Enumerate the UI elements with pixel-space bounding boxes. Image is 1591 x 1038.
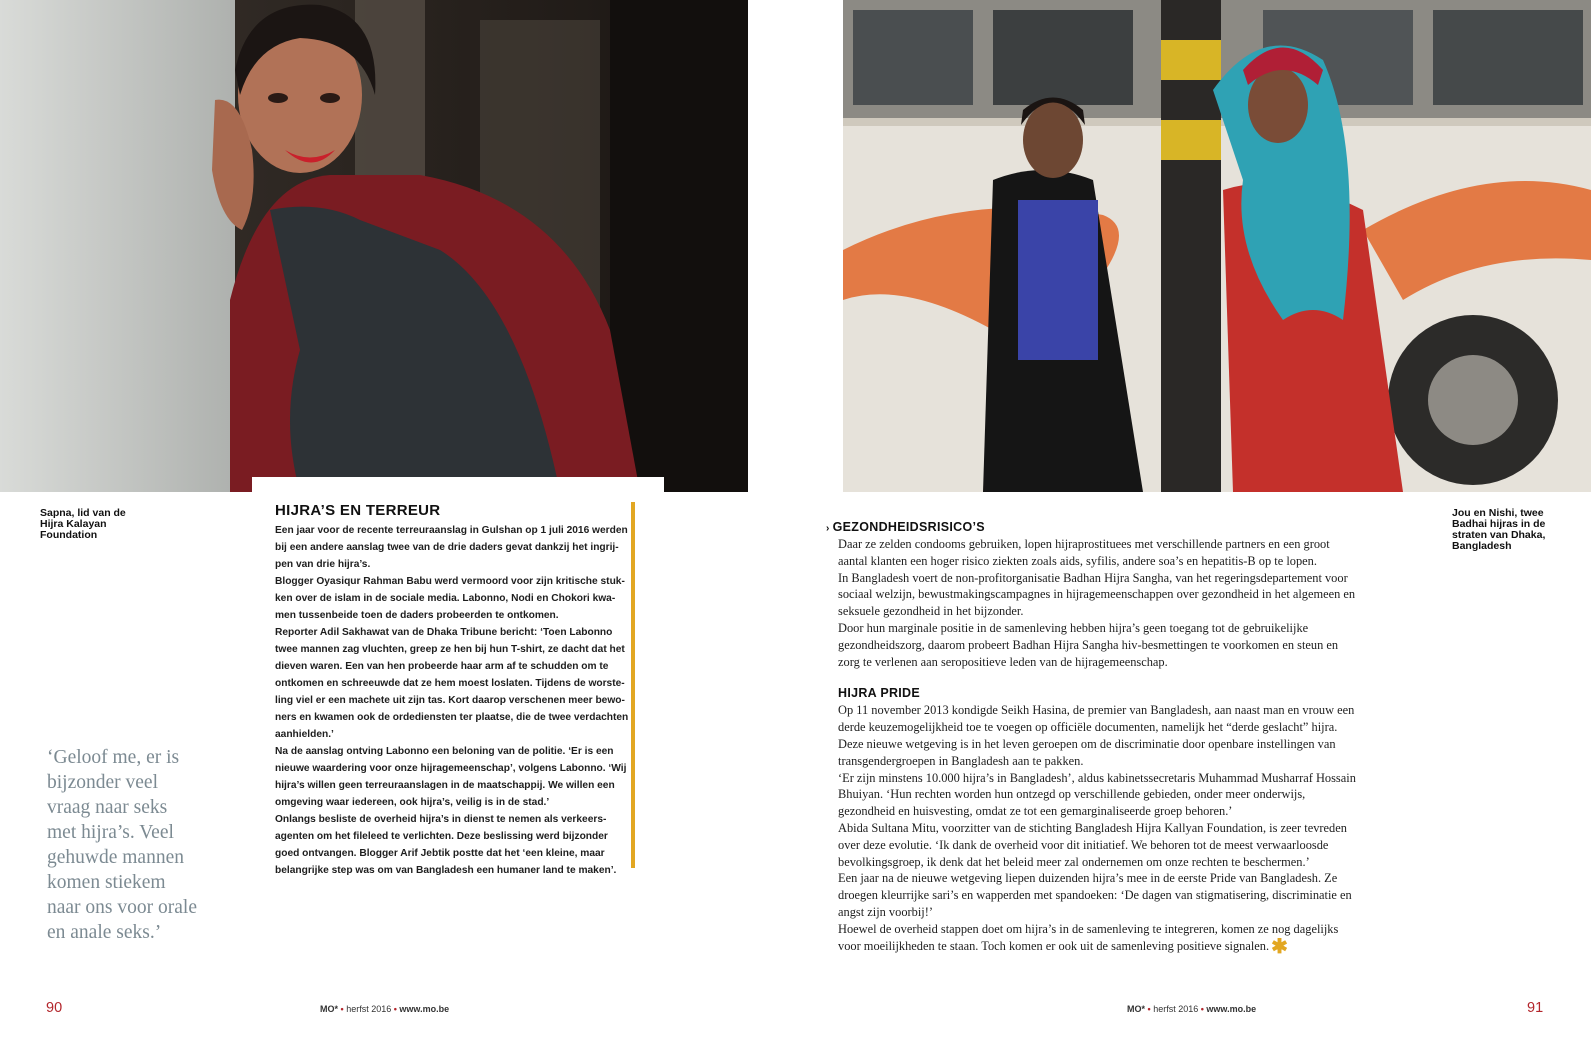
footer-separator: • [1200, 1004, 1204, 1014]
section-body-pride [838, 702, 1358, 958]
section-heading-text: GEZONDHEIDSRISICO’S [832, 520, 985, 534]
body-paragraph: Op 11 november 2013 kondigde Seikh Hasina, de premier van Bangladesh, aan naast man en vrouw een derde keuzemogelijkheid toe te voegen op officiële documenten, namelijk het “derde geslacht” hijra. Deze nieuwe wetgeving is in het leven geroepen om de discriminatie door openbare instellingen van transgendergroepen in Bangladesh aan te pakken. [838, 703, 1355, 768]
footer-left [320, 1004, 449, 1014]
street-photo [843, 0, 1591, 492]
sidebar-title: HIJRA’S EN TERREUR [275, 502, 441, 519]
end-mark-icon: ✱ [1271, 935, 1288, 958]
sidebar-tab [252, 477, 664, 492]
sidebar-box [275, 502, 635, 876]
footer-separator: • [393, 1004, 397, 1014]
body-paragraph-last [838, 921, 1358, 958]
section-bullet-icon: › [826, 523, 830, 534]
page-gutter [748, 0, 843, 1038]
page-number-left: 90 [46, 1000, 63, 1016]
sidebar-paragraph: Onlangs besliste de overheid hijra’s in dienst te nemen als verkeersagenten om het fileleed te verlichten. Deze beslissing werd bijzonder goed ontvangen. Blogger Arif Jebtik postte dat het ‘een kleine, maar belangrijke step was om van Bangladesh een humaner land te maken’. [275, 814, 617, 876]
body-paragraph: Door hun marginale positie in de samenleving hebben hijra’s geen toegang tot de gebruikelijke gezondheidszorg, daarom probeert Badhan Hijra Sangha hiv-besmettingen te voorkomen en steun en zorg te verlenen aan seropositieve leden van de hijragemeenschap. [838, 620, 1339, 669]
section-heading-health [826, 518, 1358, 536]
footer-url: www.mo.be [399, 1004, 450, 1014]
footer-season: herfst 2016 [346, 1004, 392, 1014]
sidebar-paragraph: Een jaar voor de recente terreuraanslag in Gulshan op 1 juli 2016 werden bij een andere aanslag twee van de drie daders gevat dankzij het ingrijpen van drie hijra’s. [275, 525, 628, 570]
section-body-health [838, 536, 1358, 670]
body-paragraph: Een jaar na de nieuwe wetgeving liepen duizenden hijra’s mee in de eerste Pride van Bangladesh. Ze droegen kleurrijke sari’s en wapperden met spandoeken: ‘De dagen van stigmatisering, discriminatie en angst zijn voorbij!’ [838, 871, 1352, 919]
sidebar-paragraph: Blogger Oyasiqur Rahman Babu werd vermoord voor zijn kritische stukken over de islam in de sociale media. Labonno, Nodi en Chokori kwamen tussenbeide toen de daders probeerden te ontkomen. [275, 576, 625, 621]
street-photo-drawing [843, 0, 1591, 492]
page-number-right: 91 [1527, 1000, 1544, 1016]
footer-season: herfst 2016 [1153, 1004, 1199, 1014]
portrait-photo-drawing [0, 0, 748, 492]
section-heading-pride: HIJRA PRIDE [838, 686, 921, 701]
pull-quote-text: ‘Geloof me, er is bijzonder veel vraag naar seks met hijra’s. Veel gehuwde mannen komen stiekem naar ons voor orale en anale seks.’ [47, 747, 197, 943]
footer-right [1127, 1004, 1256, 1014]
body-paragraph: Abida Sultana Mitu, voorzitter van de stichting Bangladesh Hijra Kallyan Foundation, is zeer tevreden over deze evolutie. ‘Ik dank de overheid voor dit initiatief. We behoren tot de meest verwaarloosde bevolkingsgroep, ik denk dat het beleid meer zal ondernemen om onze rechten te beschermen.’ [838, 820, 1347, 869]
sidebar-paragraph: Na de aanslag ontving Labonno een beloning van de politie. ‘Er is een nieuwe waardering voor onze hijragemeenschap’, volgens Labonno. ‘Wij hijra’s willen geen terreuraanslagen in de maatschappij. We willen een omgeving waar iedereen, ook hijra’s, veilig is in de stad.’ [275, 746, 627, 808]
footer-url: www.mo.be [1206, 1004, 1257, 1014]
sidebar-body [275, 522, 631, 879]
footer-brand: MO* [1127, 1004, 1145, 1014]
portrait-photo [0, 0, 748, 492]
body-paragraph: Daar ze zelden condooms gebruiken, lopen hijraprostituees met verschillende partners en een groot aantal klanten een hoger risico ziekten zoals aids, syfilis, andere soa’s en hepatitis-B op te lopen. [838, 537, 1330, 568]
body-paragraph: ‘Er zijn minstens 10.000 hijra’s in Bangladesh’, aldus kabinetssecretaris Muhammad Musharraf Hossain Bhuiyan. ‘Hun rechten worden hun ontzegd op verschillende gebieden, onder meer onderwijs, gezondheid en huisvesting, omdat ze tot een gemarginaliseerde groep behoren.’ [838, 770, 1356, 819]
sidebar-paragraph: Reporter Adil Sakhawat van de Dhaka Tribune bericht: ‘Toen Labonno twee mannen zag vluchten, greep ze hen bij hun T-shirt, ze dacht dat het dieven waren. Een van hen probeerde haar arm af te schudden om te ontkomen en schreeuwde dat ze hem moest loslaten. Tijdens de worsteling viel er een machete uit zijn tas. Kort daarop verschenen meer bewoners en kwamen ook de ordediensten ter plaatse, die de twee verdachten aanhielden.’ [275, 627, 629, 740]
photo-caption-right: Jou en Nishi, twee Badhai hijras in de straten van Dhaka, Bangladesh [1452, 507, 1546, 552]
footer-brand: MO* [320, 1004, 338, 1014]
photo-caption-left: Sapna, lid van de Hijra Kalayan Foundation [40, 507, 126, 541]
main-article [826, 518, 1358, 958]
footer-separator: • [340, 1004, 344, 1014]
last-paragraph-text: Hoewel de overheid stappen doet om hijra’s in de samenleving te integreren, komen ze nog dagelijks voor moeilijkheden te staan. Toch komen er ook uit de samenleving positieve signalen. [838, 921, 1339, 953]
pull-quote [47, 745, 197, 945]
footer-separator: • [1147, 1004, 1151, 1014]
body-paragraph: In Bangladesh voert de non-profitorganisatie Badhan Hijra Sangha, van het regeringsdepartement voor sociaal welzijn, bewustmakingscampagnes in hijragemeenschappen over gezondheid in het algemeen en seksuele gezondheid in het bijzonder. [838, 570, 1356, 619]
